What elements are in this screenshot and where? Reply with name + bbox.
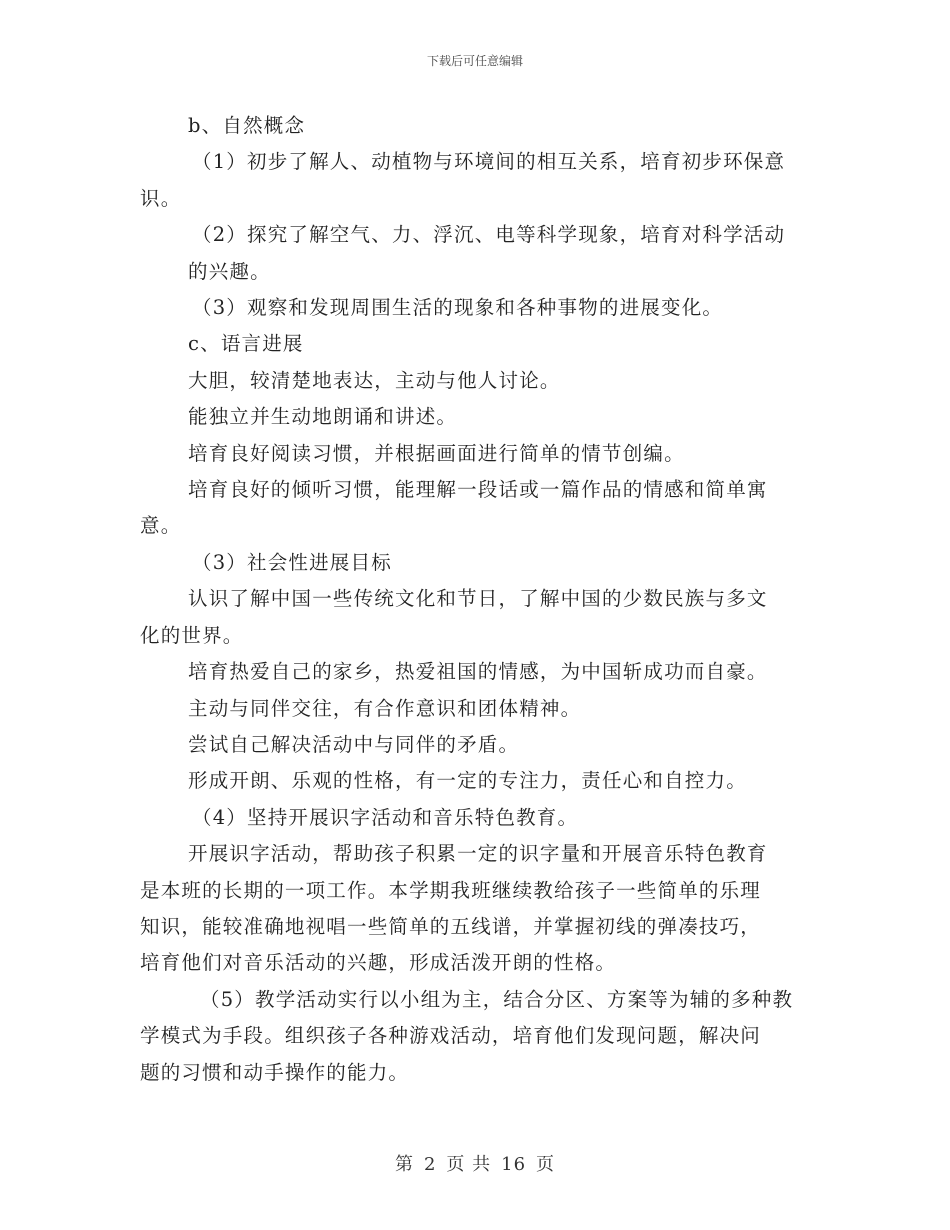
page-footer <box>0 1150 950 1176</box>
section-heading-natural-concept: b、自然概念 <box>188 114 306 137</box>
page-number-prefix: 第 <box>394 1154 414 1175</box>
section-heading-language: c、语言进展 <box>188 332 304 356</box>
paragraph-line: （1）初步了解人、动植物与环境间的相互关系，培育初步环保意 <box>192 150 786 174</box>
paragraph-line: 尝试自己解决活动中与同伴的矛盾。 <box>188 732 520 756</box>
page-number-suffix: 页 <box>536 1154 556 1175</box>
section-heading-literacy-music: （4）坚持开展识字活动和音乐特色教育。 <box>192 805 579 829</box>
paragraph-line: 培育他们对音乐活动的兴趣，形成活泼开朗的性格。 <box>140 951 617 975</box>
paragraph-line: 开展识字活动，帮助孩子积累一定的识字量和开展音乐特色教育 <box>188 842 768 866</box>
paragraph-line: 化的世界。 <box>140 623 244 647</box>
document-body <box>140 108 820 1091</box>
paragraph-line: 培育良好的倾听习惯，能理解一段话或一篇作品的情感和简单寓 <box>188 478 768 502</box>
total-page-count: 16 <box>501 1154 527 1175</box>
paragraph-line: 主动与同伴交往，有合作意识和团体精神。 <box>188 696 582 720</box>
paragraph-line: 题的习惯和动手操作的能力。 <box>140 1060 410 1084</box>
paragraph-line: 的兴趣。 <box>188 259 271 283</box>
page-header: 下载后可任意编辑 <box>426 54 523 68</box>
paragraph-line: 能独立并生动地朗诵和讲述。 <box>188 405 458 429</box>
page-number-middle: 页 共 <box>446 1154 492 1175</box>
paragraph-line: 形成开朗、乐观的性格，有一定的专注力，责任心和自控力。 <box>188 769 747 793</box>
paragraph-line: 培育热爱自己的家乡，热爱祖国的情感，为中国斩成功而自豪。 <box>188 660 768 684</box>
paragraph-line: 认识了解中国一些传统文化和节日，了解中国的少数民族与多文 <box>188 587 768 611</box>
paragraph-line: 知识，能较准确地视唱一些简单的五线谱，并掌握初线的弹凑技巧， <box>140 914 762 938</box>
paragraph-line: 是本班的长期的一项工作。本学期我班继续教给孩子一些简单的乐理 <box>140 878 762 902</box>
paragraph-line: 识。 <box>140 186 182 210</box>
current-page-number: 2 <box>423 1154 437 1175</box>
paragraph-line: 大胆，较清楚地表达，主动与他人讨论。 <box>188 368 561 392</box>
section-heading-social: （3）社会性进展目标 <box>192 550 392 574</box>
paragraph-line: 学模式为手段。组织孩子各种游戏活动，培育他们发现问题，解决问 <box>140 1024 762 1048</box>
paragraph-line: 意。 <box>140 514 182 538</box>
paragraph-line: （3）观察和发现周围生活的现象和各种事物的进展变化。 <box>192 296 724 320</box>
paragraph-line: （2）探究了解空气、力、浮沉、电等科学现象，培育对科学活动 <box>192 223 786 247</box>
paragraph-line: 培育良好阅读习惯，并根据画面进行简单的情节创编。 <box>188 441 685 465</box>
section-heading-teaching-mode: （5）教学活动实行以小组为主，结合分区、方案等为辅的多种教 <box>200 987 794 1011</box>
